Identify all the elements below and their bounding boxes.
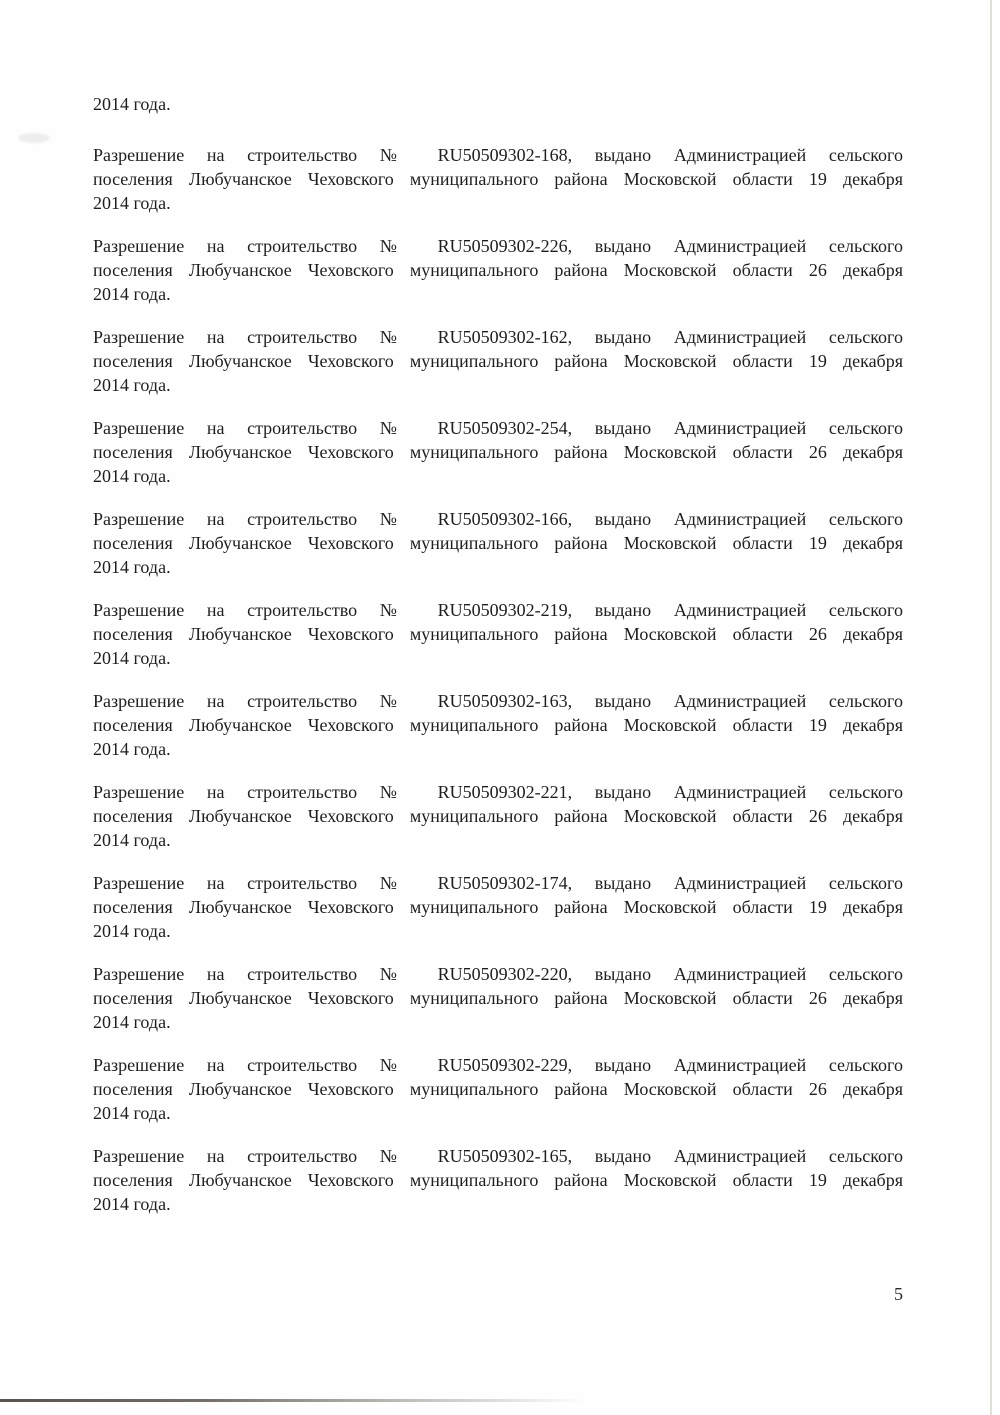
permit-paragraph: [93, 962, 903, 1034]
paragraph-line: Разрешение на строительство № RU50509302-174, выдано Администрацией сельского: [93, 873, 903, 893]
permit-paragraph: [93, 1144, 903, 1216]
paragraph-line: поселения Любучанское Чеховского муниципального района Московской области 19 декабря: [93, 897, 903, 917]
paragraph-line: Разрешение на строительство № RU50509302-165, выдано Администрацией сельского: [93, 1146, 903, 1166]
paragraph-line: 2014 года.: [93, 375, 171, 395]
permit-paragraph: [93, 871, 903, 943]
paragraph-line: поселения Любучанское Чеховского муниципального района Московской области 26 декабря: [93, 260, 903, 280]
paragraph-line: Разрешение на строительство № RU50509302-168, выдано Администрацией сельского: [93, 145, 903, 165]
paragraph-line: 2014 года.: [93, 739, 171, 759]
paragraph-line: поселения Любучанское Чеховского муниципального района Московской области 19 декабря: [93, 715, 903, 735]
scan-artifact-bottom-line: [0, 1399, 585, 1402]
permit-paragraph: [93, 598, 903, 670]
paragraph-line: Разрешение на строительство № RU50509302-221, выдано Администрацией сельского: [93, 782, 903, 802]
permit-paragraph: [93, 143, 903, 215]
paragraph-line: 2014 года.: [93, 1194, 171, 1214]
paragraph-line: 2014 года.: [93, 193, 171, 213]
paragraph-line: поселения Любучанское Чеховского муниципального района Московской области 19 декабря: [93, 1170, 903, 1190]
paragraph-line: поселения Любучанское Чеховского муниципального района Московской области 26 декабря: [93, 988, 903, 1008]
permit-paragraph: [93, 507, 903, 579]
paragraph-line: 2014 года.: [93, 921, 171, 941]
paragraph-line: Разрешение на строительство № RU50509302-220, выдано Администрацией сельского: [93, 964, 903, 984]
page-number: 5: [894, 1284, 903, 1304]
paragraph-line: 2014 года.: [93, 466, 171, 486]
paragraph-line: поселения Любучанское Чеховского муниципального района Московской области 26 декабря: [93, 806, 903, 826]
paragraph-line: Разрешение на строительство № RU50509302-163, выдано Администрацией сельского: [93, 691, 903, 711]
paragraph-line: поселения Любучанское Чеховского муниципального района Московской области 19 декабря: [93, 533, 903, 553]
paragraph-line: 2014 года.: [93, 1012, 171, 1032]
paragraph-line: 2014 года.: [93, 557, 171, 577]
paragraph-fragment: 2014 года.: [93, 94, 171, 114]
paragraph-line: поселения Любучанское Чеховского муниципального района Московской области 26 декабря: [93, 1079, 903, 1099]
paragraph-line: Разрешение на строительство № RU50509302-254, выдано Администрацией сельского: [93, 418, 903, 438]
permit-paragraph: [93, 416, 903, 488]
paragraph-line: Разрешение на строительство № RU50509302-166, выдано Администрацией сельского: [93, 509, 903, 529]
permit-paragraph: [93, 234, 903, 306]
permit-paragraph: [93, 1053, 903, 1125]
paragraph-line: поселения Любучанское Чеховского муниципального района Московской области 19 декабря: [93, 351, 903, 371]
paragraph-line: Разрешение на строительство № RU50509302-229, выдано Администрацией сельского: [93, 1055, 903, 1075]
paragraph-line: поселения Любучанское Чеховского муниципального района Московской области 26 декабря: [93, 624, 903, 644]
paragraph-line: 2014 года.: [93, 648, 171, 668]
permit-paragraph: [93, 689, 903, 761]
paragraph-line: поселения Любучанское Чеховского муниципального района Московской области 26 декабря: [93, 442, 903, 462]
paragraph-line: Разрешение на строительство № RU50509302-226, выдано Администрацией сельского: [93, 236, 903, 256]
paragraph-line: 2014 года.: [93, 284, 171, 304]
permit-paragraph: [93, 780, 903, 852]
paragraph-line: 2014 года.: [93, 1103, 171, 1123]
scan-smudge-artifact: [18, 133, 50, 143]
paragraph-line: Разрешение на строительство № RU50509302-219, выдано Администрацией сельского: [93, 600, 903, 620]
permit-paragraph: [93, 325, 903, 397]
scan-artifact-right-edge: [990, 0, 992, 1415]
paragraph-line: поселения Любучанское Чеховского муниципального района Московской области 19 декабря: [93, 169, 903, 189]
paragraph-line: 2014 года.: [93, 830, 171, 850]
paragraph-line: Разрешение на строительство № RU50509302-162, выдано Администрацией сельского: [93, 327, 903, 347]
